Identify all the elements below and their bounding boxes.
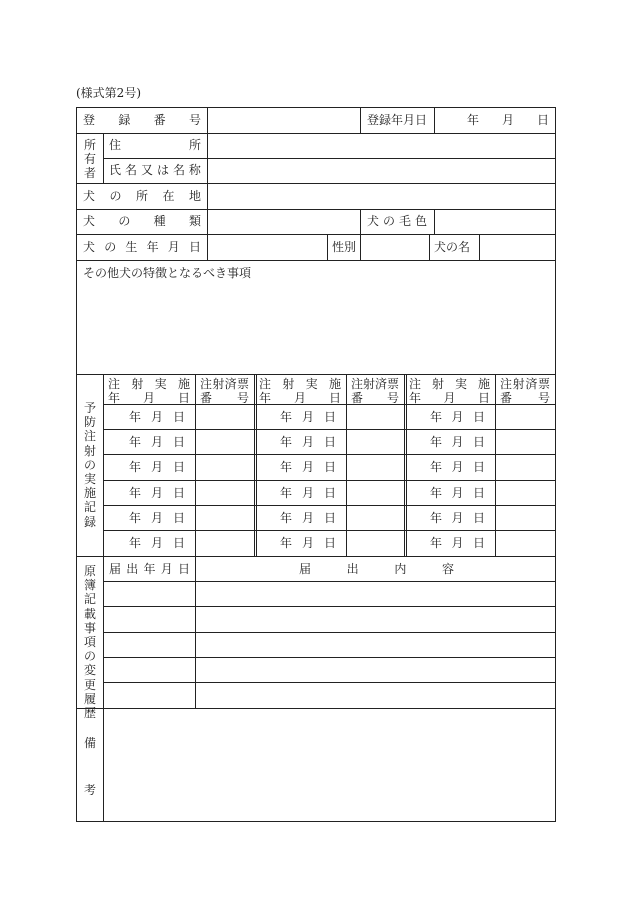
month-unit: 月 bbox=[501, 113, 514, 127]
dog-birth-label: 犬 の 生 年 月 日 bbox=[83, 240, 201, 254]
ticket-header-bottom: 番 号 bbox=[500, 391, 550, 405]
year-unit: 年 bbox=[467, 113, 480, 127]
remarks-label-2: 考 bbox=[84, 783, 97, 797]
col-divider bbox=[479, 234, 480, 260]
injection-date-cell: 年 月 日 bbox=[280, 536, 336, 550]
col-divider bbox=[360, 234, 361, 260]
dog-breed-label: 犬 の 種 類 bbox=[83, 214, 201, 228]
col-divider bbox=[103, 708, 104, 821]
vaccination-section-label: 予 防 注 射 の 実 施 記 録 bbox=[83, 401, 96, 529]
row-divider bbox=[77, 556, 555, 557]
col-divider bbox=[103, 133, 104, 183]
col-divider bbox=[207, 133, 208, 260]
col-divider bbox=[195, 556, 196, 708]
injection-date-cell: 年 月 日 bbox=[430, 435, 485, 449]
row-divider bbox=[103, 606, 555, 607]
col-divider bbox=[207, 108, 208, 133]
row-divider bbox=[103, 429, 555, 430]
history-date-header: 届 出 年 月 日 bbox=[109, 562, 190, 576]
date-header-bottom: 年 月 日 bbox=[259, 391, 341, 405]
date-header-top: 注 射 実 施 bbox=[409, 377, 490, 391]
col-divider bbox=[404, 374, 407, 556]
row-divider bbox=[103, 657, 555, 658]
date-header-bottom: 年 月 日 bbox=[108, 391, 190, 405]
injection-date-cell: 年 月 日 bbox=[280, 435, 336, 449]
row-divider bbox=[77, 260, 555, 261]
ticket-header-top: 注 射 済 票 bbox=[351, 377, 400, 391]
injection-date-cell: 年 月 日 bbox=[129, 536, 185, 550]
injection-date-cell: 年 月 日 bbox=[280, 511, 336, 525]
dog-registry-form bbox=[76, 107, 556, 822]
injection-date-cell: 年 月 日 bbox=[129, 486, 185, 500]
owner-group-label: 所 有 者 bbox=[83, 138, 96, 181]
row-divider bbox=[77, 708, 555, 709]
injection-date-cell: 年 月 日 bbox=[430, 511, 485, 525]
dog-color-label: 犬 の 毛 色 bbox=[367, 214, 427, 228]
row-divider bbox=[77, 133, 555, 134]
dog-name-label: 犬の名 bbox=[434, 240, 471, 254]
col-divider bbox=[346, 374, 347, 556]
row-divider bbox=[103, 480, 555, 481]
row-divider bbox=[103, 158, 555, 159]
owner-name-label: 氏 名 又 は 名 称 bbox=[109, 163, 201, 177]
injection-date-cell: 年 月 日 bbox=[129, 460, 185, 474]
injection-date-cell: 年 月 日 bbox=[280, 410, 336, 424]
col-divider bbox=[429, 234, 430, 260]
injection-date-cell: 年 月 日 bbox=[129, 435, 185, 449]
injection-date-cell: 年 月 日 bbox=[430, 486, 485, 500]
address-label: 住 所 bbox=[109, 138, 201, 152]
dog-location-label: 犬 の 所 在 地 bbox=[83, 189, 201, 203]
ticket-header-bottom: 番 号 bbox=[200, 391, 249, 405]
history-content-header: 届 出 内 容 bbox=[299, 562, 454, 576]
date-header-top: 注 射 実 施 bbox=[259, 377, 341, 391]
ticket-header-bottom: 番 号 bbox=[351, 391, 399, 405]
row-divider bbox=[103, 454, 555, 455]
ticket-header-top: 注 射 済 票 bbox=[500, 377, 550, 391]
day-unit: 日 bbox=[536, 113, 549, 127]
col-divider bbox=[254, 374, 257, 556]
col-divider bbox=[434, 209, 435, 234]
row-divider bbox=[103, 581, 555, 582]
injection-date-cell: 年 月 日 bbox=[280, 460, 336, 474]
row-divider bbox=[77, 183, 555, 184]
col-divider bbox=[360, 209, 361, 234]
sex-label: 性別 bbox=[332, 240, 357, 254]
col-divider bbox=[434, 108, 435, 133]
row-divider bbox=[103, 530, 555, 531]
row-divider bbox=[103, 505, 555, 506]
injection-date-cell: 年 月 日 bbox=[129, 511, 185, 525]
row-divider bbox=[103, 682, 555, 683]
row-divider bbox=[77, 209, 555, 210]
other-features-label: その他犬の特徴となるべき事項 bbox=[83, 266, 252, 280]
reg-date-label: 登録年月日 bbox=[367, 113, 428, 127]
injection-date-cell: 年 月 日 bbox=[280, 486, 336, 500]
row-divider bbox=[77, 234, 555, 235]
injection-date-cell: 年 月 日 bbox=[129, 410, 185, 424]
col-divider bbox=[327, 234, 328, 260]
date-header-top: 注 射 実 施 bbox=[108, 377, 190, 391]
remarks-label-1: 備 bbox=[84, 736, 97, 750]
history-section-label: 原 簿 記 載 事 項 の 変 更 履 歴 bbox=[83, 564, 96, 721]
injection-date-cell: 年 月 日 bbox=[430, 460, 485, 474]
col-divider bbox=[103, 374, 104, 708]
form-number-label: (様式第2号) bbox=[76, 86, 141, 100]
injection-date-cell: 年 月 日 bbox=[430, 536, 485, 550]
injection-date-cell: 年 月 日 bbox=[430, 410, 485, 424]
col-divider bbox=[195, 374, 196, 556]
date-header-bottom: 年 月 日 bbox=[409, 391, 490, 405]
reg-date-value bbox=[467, 113, 549, 127]
col-divider bbox=[495, 374, 496, 556]
col-divider bbox=[360, 108, 361, 133]
row-divider bbox=[103, 632, 555, 633]
ticket-header-top: 注 射 済 票 bbox=[200, 377, 249, 391]
row-divider bbox=[77, 374, 555, 375]
reg-number-label: 登 録 番 号 bbox=[83, 113, 201, 127]
